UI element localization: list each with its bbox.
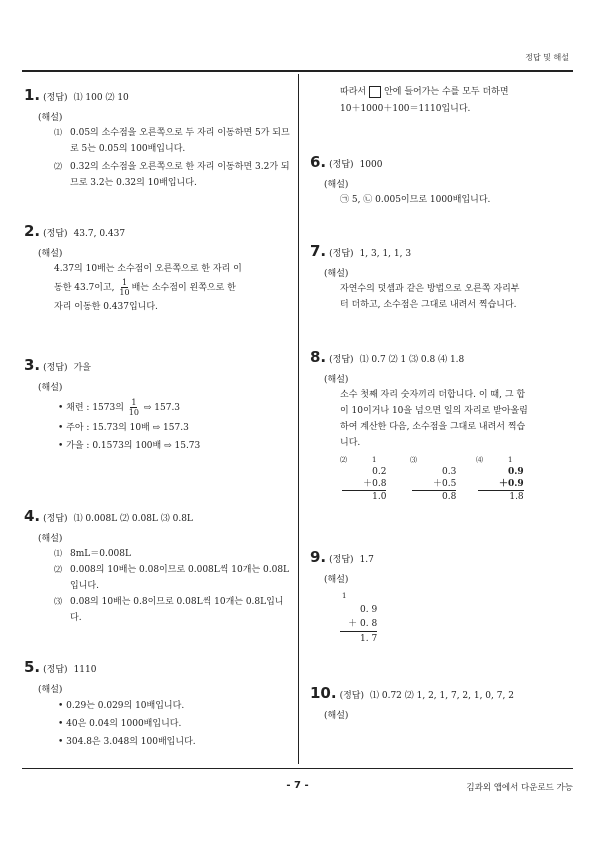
answer-tag: (정답)	[43, 93, 68, 103]
question-1	[24, 86, 294, 191]
answer-tag: (정답)	[43, 665, 68, 675]
bullet-item: • 채련 : 1573의 $\frac{1}{10}$ ⇨ 157.3	[58, 397, 294, 419]
explain-label: (해설)	[324, 575, 349, 585]
question-5	[24, 658, 294, 751]
bullet-item: • 304.8은 3.048의 100배입니다.	[58, 733, 294, 751]
question-3	[24, 356, 294, 455]
bullet-item: • 0.29는 0.029의 10배입니다.	[58, 697, 294, 715]
explain-line: 니다.	[340, 438, 361, 448]
fraction: $\frac{1}{10}$	[128, 398, 139, 417]
answer-text: ⑴ 0.008L ⑵ 0.08L ⑶ 0.8L	[73, 514, 193, 524]
answer-tag: (정답)	[329, 249, 354, 259]
bullet-item: • 40은 0.04의 1000배입니다.	[58, 715, 294, 733]
explain-item: ⑶ 0.08의 10배는 0.8이므로 0.08L씩 10개는 0.8L입니다.	[54, 597, 284, 623]
answer-text: ⑴ 0.7 ⑵ 1 ⑶ 0.8 ⑷ 1.8	[359, 355, 465, 365]
question-number: 8.	[310, 348, 327, 366]
explain-line: 4.37의 10배는 소수점이 오른쪽으로 한 자리 이	[54, 264, 242, 274]
explain-line: 자리 이동한 0.437입니다.	[54, 302, 158, 312]
bottom-rule	[22, 768, 573, 769]
footer-note: 김과외 앱에서 다운로드 가능	[466, 783, 573, 793]
explain-line: ㉠ 5, ㉡ 0.005이므로 1000배입니다.	[340, 195, 491, 205]
question-number: 10.	[310, 684, 337, 702]
answer-text: 1, 3, 1, 1, 3	[359, 249, 412, 259]
blank-box	[369, 86, 381, 98]
answer-tag: (정답)	[43, 363, 68, 373]
explain-line: 터 더하고, 소수점은 그대로 내려서 찍습니다.	[340, 300, 517, 310]
question-number: 5.	[24, 658, 41, 676]
explain-label: (해설)	[324, 711, 349, 721]
answer-tag: (정답)	[329, 555, 354, 565]
explain-label: (해설)	[38, 113, 63, 123]
explain-line: 동한 43.7이고, $\frac{1}{10}$ 배는 소수점이 왼쪽으로 한	[54, 278, 236, 297]
explain-label: (해설)	[38, 249, 63, 259]
question-number: 7.	[310, 242, 327, 260]
answer-tag: (정답)	[43, 229, 68, 239]
question-6	[310, 153, 570, 208]
answer-text: 1110	[73, 665, 97, 675]
vertical-addition: 1 0. 9 ＋ 0. 8 1. 7	[342, 592, 378, 644]
question-10	[310, 684, 580, 721]
answer-text: ⑴ 100 ⑵ 10	[73, 93, 129, 103]
question-number: 2.	[24, 222, 41, 240]
bullet-item: • 가을 : 0.1573의 100배 ⇨ 15.73	[58, 437, 294, 455]
explain-label: (해설)	[38, 534, 63, 544]
question-number: 3.	[24, 356, 41, 374]
answer-tag: (정답)	[43, 514, 68, 524]
question-8	[310, 348, 570, 451]
answer-text: ⑴ 0.72 ⑵ 1, 2, 1, 7, 2, 1, 0, 7, 2	[370, 691, 514, 701]
top-rule	[22, 70, 573, 72]
explain-label: (해설)	[324, 375, 349, 385]
explain-label: (해설)	[324, 269, 349, 279]
vertical-addition: ⑵ 1 0.2 ＋0.8 1.0	[340, 456, 387, 502]
fraction: $\frac{1}{10}$	[119, 278, 130, 297]
page-header: 정답 및 해설	[525, 53, 569, 62]
explain-item: ⑵ 0.32의 소수점을 오른쪽으로 한 자리 이동하면 3.2가 되므로 3.2는 0.32의 10배입니다.	[54, 162, 290, 188]
question-4	[24, 507, 294, 626]
answer-text: 43.7, 0.437	[73, 229, 126, 239]
vertical-addition: ⑷ 1 0.9 ＋0.9 1.8	[476, 456, 524, 502]
answer-text: 가을	[73, 363, 91, 373]
explain-item: ⑵ 0.008의 10배는 0.08이므로 0.008L씩 10개는 0.08L입니다.	[54, 565, 290, 591]
question-9	[310, 548, 570, 585]
question-7	[310, 242, 570, 313]
explain-label: (해설)	[324, 180, 349, 190]
question-number: 9.	[310, 548, 327, 566]
answer-tag: (정답)	[329, 160, 354, 170]
explain-item: ⑴ 0.05의 소수점을 오른쪽으로 두 자리 이동하면 5가 되므로 5는 0.05의 100배입니다.	[54, 128, 290, 154]
question-number: 6.	[310, 153, 327, 171]
explain-line: 따라서 안에 들어가는 수를 모두 더하면	[340, 87, 509, 97]
explain-line: 자연수의 덧셈과 같은 방법으로 오른쪽 자리부	[340, 284, 520, 294]
answer-tag: (정답)	[329, 355, 354, 365]
explain-line: 하여 계산한 다음, 소수점을 그대로 내려서 찍습	[340, 422, 526, 432]
explain-label: (해설)	[38, 685, 63, 695]
question-2	[24, 222, 294, 315]
vertical-addition: ⑶ 0.3 ＋0.5 0.8	[410, 456, 457, 502]
answer-text: 1000	[359, 160, 383, 170]
explain-label: (해설)	[38, 383, 63, 393]
question-number: 4.	[24, 507, 41, 525]
page-number: - 7 -	[286, 780, 309, 791]
answer-text: 1.7	[359, 555, 374, 565]
bullet-item: • 주아 : 15.73의 10배 ⇨ 157.3	[58, 419, 294, 437]
explain-line: 이 10이거나 10을 넘으면 일의 자리로 받아올림	[340, 406, 528, 416]
explain-line: 10＋1000＋100＝1110입니다.	[340, 104, 471, 114]
column-divider	[298, 74, 299, 764]
question-5-continued	[340, 84, 570, 118]
answer-tag: (정답)	[339, 691, 364, 701]
question-number: 1.	[24, 86, 41, 104]
explain-item: ⑴ 8mL＝0.008L	[54, 549, 131, 559]
explain-line: 소수 첫째 자리 숫자끼리 더합니다. 이 때, 그 합	[340, 390, 526, 400]
